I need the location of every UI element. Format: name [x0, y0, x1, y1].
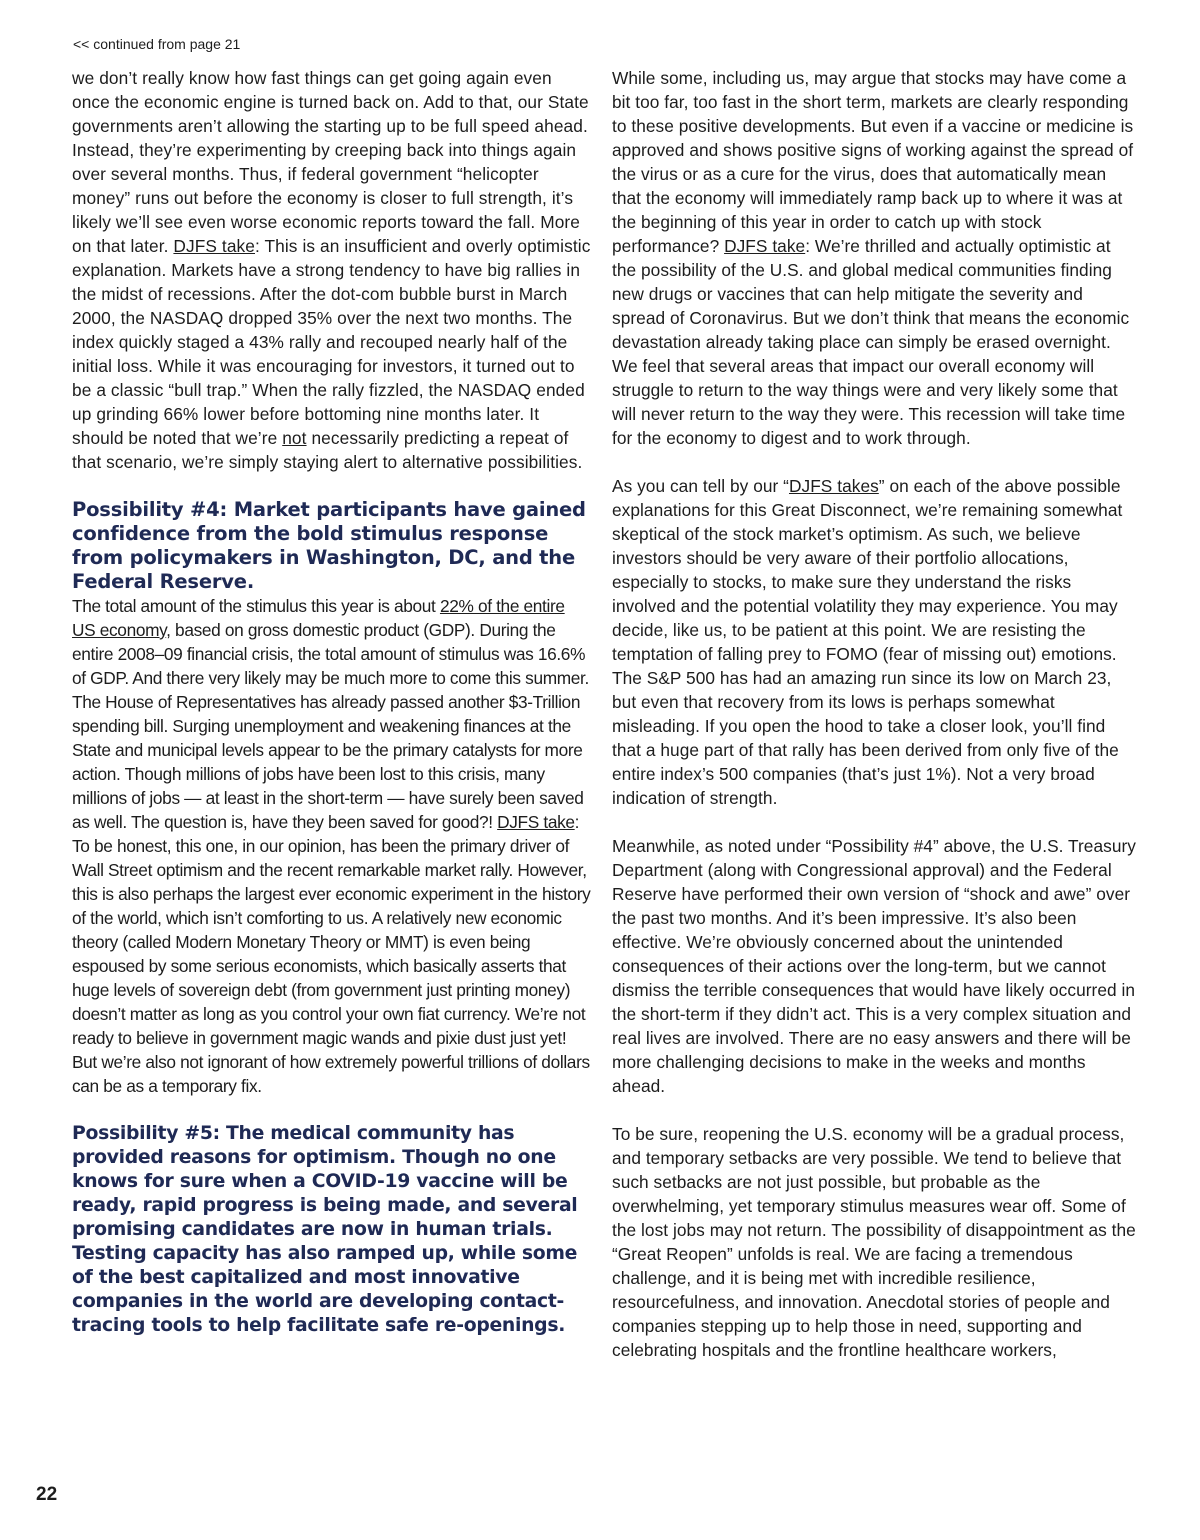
right-paragraph-4: To be sure, reopening the U.S. economy will be a gradual process, and temporary setbacks are very possible. We tend to believe that such setbacks are not just possible, but probable as the overwhelming, yet temporary stimulus measures wear off. Some of the lost jobs may not return. The possibility of disappointment as the “Great Reopen” unfolds is real. We are facing a tremendous challenge, and it is being met with incredible resilience, resourcefulness, and innovation. Anecdotal stories of people and companies stepping up to help those in need, supporting and celebrating hospitals and the frontline healthcare workers, — [612, 1124, 1136, 1360]
page-number: 22 — [36, 1484, 58, 1505]
right-paragraph-1 — [612, 66, 1136, 450]
left-p2-text-1: The total amount of the stimulus this year is about — [72, 596, 440, 616]
right-p1-text-1: While some, including us, may argue that stocks may have come a bit too far, too fast in the short term, markets are clearly responding to these positive developments. But even if a vaccine or medicine is approved and shows positive signs of working against the spread of the virus or as a cure for the virus, does that automatically mean that the economy will immediately ramp back up to where it was at the beginning of this year in order to catch up with stock performance? — [612, 68, 1134, 256]
emphasis-not: not — [282, 428, 307, 448]
possibility-4-heading: Possibility #4: Market participants have gained confidence from the bold stimulus response from policymakers in Washington, DC, and the Federal Reserve. — [72, 498, 586, 593]
djfs-take-link[interactable]: DJFS take — [724, 236, 806, 256]
left-p1-text-3: necessarily predicting a repeat of that scenario, we’re simply staying alert to alternative possibilities. — [72, 428, 583, 472]
left-p1-text-2: : This is an insufficient and overly optimistic explanation. Markets have a strong tendency to have big rallies in the midst of recessions. After the dot-com bubble burst in March 2000, the NASDAQ dropped 35% over the next two months. The index quickly staged a 43% rally and recouped nearly half of the initial loss. While it was encouraging for investors, it turned out to be a classic “bull trap.” When the rally fizzled, the NASDAQ ended up grinding 66% lower before bottoming nine months later. It should be noted that we’re — [72, 236, 591, 448]
right-p1-text-2: : We’re thrilled and actually optimistic at the possibility of the U.S. and global medical communities finding new drugs or vaccines that can help mitigate the severity and spread of Coronavirus. But we don’t think that means the economic devastation already taking place can simply be erased overnight. We feel that several areas that impact our overall economy will struggle to return to the way things were and very likely some that will never return to the way they were. This recession will take time for the economy to digest and to work through. — [612, 236, 1130, 448]
left-p2-text-2: , based on gross domestic product (GDP). During the entire 2008–09 financial crisis, the total amount of stimulus was 16.6% of GDP. And there very likely may be much more to come this summer. The House of Representatives has already passed another $3-Trillion spending bill. Surging unemployment and weakening finances at the State and municipal levels appear to be the primary catalysts for more action. Though millions of jobs have been lost to this crisis, many millions of jobs — at least in the short-term — have surely been saved as well. The question is, have they been saved for good?! — [72, 620, 589, 832]
djfs-takes-link[interactable]: DJFS takes — [788, 476, 879, 496]
right-paragraph-2 — [612, 474, 1136, 810]
right-column — [612, 66, 1136, 1386]
right-p2-text-2: ” on each of the above possible explanations for this Great Disconnect, we’re remaining somewhat skeptical of the stock market’s optimism. As such, we believe investors should be very aware of their portfolio allocations, especially to stocks, to make sure they understand the risks involved and the potential volatility they may experience. You may decide, like us, to be patient at this point. We are resisting the temptation of falling prey to FOMO (fear of missing out) emotions. The S&P 500 has had an amazing run since its low on March 23, but even that recovery from its lows is perhaps somewhat misleading. If you open the hood to take a closer look, you’ll find that a huge part of that rally has been derived from only five of the entire index’s 500 companies (that’s just 1%). Not a very broad indication of strength. — [612, 476, 1123, 808]
left-p1-text-1: we don’t really know how fast things can get going again even once the economic engine is turned back on. Add to that, our State governments aren’t allowing the starting up to be full speed ahead. Instead, they’re experimenting by creeping back into things again over several months. Thus, if federal government “helicopter money” runs out before the economy is closer to full strength, it’s likely we’ll see even worse economic reports toward the fall. More on that later. — [72, 68, 589, 256]
possibility-5-heading: Possibility #5: The medical community has provided reasons for optimism. Though no one knows for sure when a COVID-19 vaccine will be ready, rapid progress is being made, and several promising candidates are now in human trials. Testing capacity has also ramped up, while some of the best capitalized and most innovative companies in the world are developing contact-tracing tools to help facilitate safe re-openings. — [72, 1123, 578, 1336]
djfs-take-link[interactable]: DJFS take — [497, 812, 575, 832]
left-paragraph-1 — [72, 66, 592, 474]
djfs-take-link[interactable]: DJFS take — [173, 236, 255, 256]
left-column — [72, 66, 592, 1338]
continuation-note: << continued from page 21 — [73, 36, 241, 52]
left-p2-text-3: : To be honest, this one, in our opinion, has been the primary driver of Wall Street optimism and the recent remarkable market rally. However, this is also perhaps the largest ever economic experiment in the history of the world, which isn’t comforting to us. A relatively new economic theory (called Modern Monetary Theory or MMT) is even being espoused by some serious economists, which basically asserts that huge levels of sovereign debt (from government just printing money) doesn’t matter as long as you control your own fiat currency. We’re not ready to believe in government magic wands and pixie dust just yet! But we’re also not ignorant of how extremely powerful trillions of dollars can be as a temporary fix. — [72, 812, 591, 1096]
left-paragraph-2 — [72, 594, 592, 1098]
right-paragraph-3: Meanwhile, as noted under “Possibility #4” above, the U.S. Treasury Department (along with Congressional approval) and the Federal Reserve have performed their own version of “shock and awe” over the past two months. And it’s been impressive. It’s also been effective. We’re obviously concerned about the unintended consequences of their actions over the long-term, but we cannot dismiss the terrible consequences that would have likely occurred in the short-term if they didn’t act. This is a very complex situation and real lives are involved. There are no easy answers and there will be more challenging decisions to make in the weeks and months ahead. — [612, 836, 1136, 1096]
gdp-share-link[interactable]: 22% of the entire US economy — [72, 596, 565, 640]
right-p2-text-1: As you can tell by our “ — [612, 476, 789, 496]
